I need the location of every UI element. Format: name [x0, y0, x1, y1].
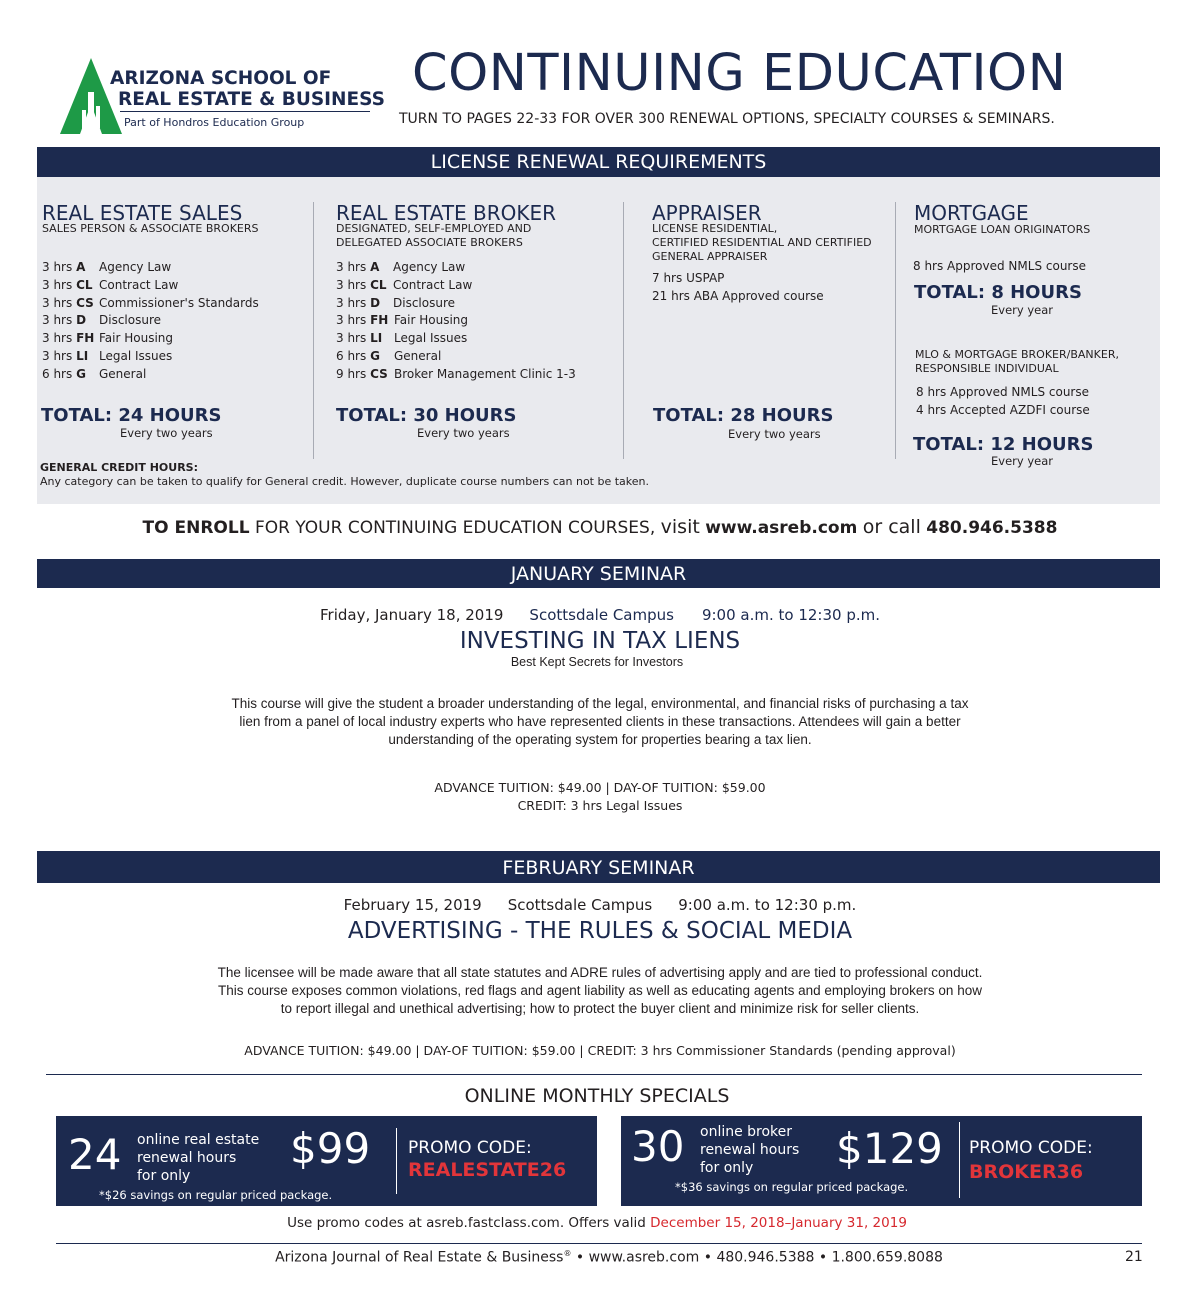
- appraiser-rows: [652, 271, 882, 307]
- course-row: 3 hrs D Disclosure: [42, 313, 162, 328]
- january-tuition: ADVANCE TUITION: $49.00 | DAY-OF TUITION: $59.00: [434, 780, 766, 795]
- mortgage-course-2: 8 hrs Approved NMLS course: [916, 385, 1089, 399]
- january-credit: CREDIT: 3 hrs Legal Issues: [517, 798, 683, 813]
- appraiser-total: TOTAL: 28 HOURS: [653, 405, 834, 426]
- course-row: 3 hrs CL Contract Law: [336, 277, 473, 292]
- special-hours-number: 30: [631, 1122, 685, 1171]
- enroll-line: TO ENROLL FOR YOUR CONTINUING EDUCATION COURSES, visit www.asreb.com or call 480.946.5388: [142, 516, 1058, 538]
- logo-line2: REAL ESTATE & BUSINESS: [118, 89, 385, 110]
- february-time: 9:00 a.m. to 12:30 p.m.: [678, 896, 857, 914]
- january-info: [0, 606, 1200, 624]
- broker-heading: REAL ESTATE BROKER: [336, 201, 557, 225]
- course-row: 6 hrs G General: [336, 348, 442, 363]
- mortgage-frequency-2: Every year: [991, 454, 1053, 468]
- course-row: 3 hrs CS Commissioner's Standards: [42, 295, 259, 310]
- january-subtitle: Best Kept Secrets for Investors: [510, 655, 684, 669]
- promo-label: PROMO CODE:: [969, 1138, 1093, 1158]
- appraiser-heading: APPRAISER: [652, 201, 762, 225]
- page-subtitle: TURN TO PAGES 22-33 FOR OVER 300 RENEWAL OPTIONS, SPECIALTY COURSES & SEMINARS.: [399, 111, 1055, 127]
- mortgage-subheading: MORTGAGE LOAN ORIGINATORS: [914, 223, 1091, 236]
- enroll-website-link[interactable]: www.asreb.com: [705, 518, 858, 538]
- special-savings: *$26 savings on regular priced package.: [99, 1188, 333, 1202]
- sales-frequency: Every two years: [120, 426, 213, 440]
- school-logo: [58, 56, 385, 136]
- mortgage-subheading-2b: RESPONSIBLE INDIVIDUAL: [915, 362, 1059, 375]
- enroll-phone[interactable]: 480.946.5388: [926, 518, 1058, 538]
- promo-divider: [959, 1122, 960, 1198]
- mortgage-total-1: TOTAL: 8 HOURS: [914, 282, 1082, 303]
- column-divider: [895, 202, 896, 459]
- course-row: 3 hrs LI Legal Issues: [42, 348, 173, 363]
- mortgage-course-1: 8 hrs Approved NMLS course: [913, 259, 1086, 273]
- february-description: The licensee will be made aware that all state statutes and ADRE rules of advertising apply and are tied to professional conduct. This course exposes common violations, red flags and agent liability as well as educating agents and employing brokers on how to report illegal and unethical advertising; how to protect the buyer client and minimize risk for seller clients.: [217, 965, 983, 1016]
- course-row: 9 hrs CS Broker Management Clinic 1-3: [336, 366, 576, 381]
- special-description: online real estate renewal hours for only: [137, 1132, 260, 1184]
- general-credit-title: GENERAL CREDIT HOURS:: [40, 461, 198, 474]
- january-time: 9:00 a.m. to 12:30 p.m.: [701, 606, 881, 624]
- appraiser-frequency: Every two years: [728, 427, 821, 441]
- course-row: 3 hrs FH Fair Housing: [42, 331, 174, 346]
- february-tuition: ADVANCE TUITION: $49.00 | DAY-OF TUITION: $59.00 | CREDIT: 3 hrs Commissioner Standards (pending approval): [244, 1043, 956, 1058]
- offer-dates: December 15, 2018–January 31, 2019: [650, 1215, 907, 1231]
- course-row: 6 hrs G General: [42, 366, 147, 381]
- course-row: 3 hrs CL Contract Law: [42, 277, 179, 292]
- february-date: February 15, 2019: [343, 896, 482, 914]
- sales-heading: REAL ESTATE SALES: [42, 201, 243, 225]
- promo-code-broker[interactable]: BROKER36: [969, 1161, 1084, 1183]
- course-row: 3 hrs A Agency Law: [42, 260, 172, 274]
- general-credit-text: Any category can be taken to qualify for General credit. However, duplicate course numbers can not be taken.: [40, 475, 650, 488]
- appraiser-subheading-3: GENERAL APPRAISER: [652, 250, 768, 263]
- special-description: online broker renewal hours for only: [700, 1124, 800, 1176]
- column-divider: [623, 202, 624, 459]
- broker-subheading-2: DELEGATED ASSOCIATE BROKERS: [336, 236, 523, 249]
- special-price: $129: [836, 1124, 943, 1173]
- promo-label: PROMO CODE:: [408, 1138, 532, 1158]
- broker-frequency: Every two years: [417, 426, 510, 440]
- course-row: 3 hrs D Disclosure: [336, 295, 456, 310]
- logo-divider: [120, 111, 370, 112]
- mortgage-subheading-2a: MLO & MORTGAGE BROKER/BANKER,: [915, 348, 1119, 361]
- february-info: [0, 896, 1200, 914]
- promo-site-link[interactable]: asreb.fastclass.com.: [426, 1215, 565, 1231]
- appraiser-subheading-2: CERTIFIED RESIDENTIAL AND CERTIFIED: [652, 236, 872, 249]
- course-row: 7 hrs USPAP: [652, 271, 725, 285]
- mortgage-course-3: 4 hrs Accepted AZDFI course: [916, 403, 1090, 417]
- sales-total: TOTAL: 24 HOURS: [41, 405, 222, 426]
- sales-rows: [42, 260, 302, 385]
- january-bar-title: JANUARY SEMINAR: [510, 563, 687, 585]
- february-campus: Scottsdale Campus: [507, 896, 653, 914]
- renewal-bar-title: LICENSE RENEWAL REQUIREMENTS: [430, 151, 767, 173]
- february-bar-title: FEBRUARY SEMINAR: [502, 857, 695, 879]
- column-divider: [313, 202, 314, 459]
- special-savings: *$36 savings on regular priced package.: [675, 1180, 909, 1194]
- course-row: 21 hrs ABA Approved course: [652, 288, 824, 303]
- appraiser-subheading-1: LICENSE RESIDENTIAL,: [652, 222, 778, 235]
- course-row: 3 hrs LI Legal Issues: [336, 331, 468, 346]
- january-description: This course will give the student a broader understanding of the legal, environmental, and financial risks of purchasing a tax lien from a panel of local industry experts who have represented clients in these transactions. Attendees will gain a better understanding of the operating system for properties bearing a tax lien.: [231, 696, 969, 747]
- promo-divider: [396, 1128, 397, 1194]
- logo-line1: ARIZONA SCHOOL OF: [110, 68, 332, 89]
- february-title: ADVERTISING - THE RULES & SOCIAL MEDIA: [347, 918, 853, 944]
- sales-subheading: SALES PERSON & ASSOCIATE BROKERS: [42, 222, 259, 235]
- broker-subheading-1: DESIGNATED, SELF-EMPLOYED AND: [336, 222, 532, 235]
- broker-rows: [336, 260, 616, 385]
- mortgage-total-2: TOTAL: 12 HOURS: [913, 434, 1094, 455]
- page-title: CONTINUING EDUCATION: [412, 44, 1067, 103]
- specials-divider: [46, 1074, 1142, 1075]
- course-row: 3 hrs FH Fair Housing: [336, 313, 469, 328]
- january-campus: Scottsdale Campus: [529, 606, 674, 624]
- footer-divider: [56, 1243, 1142, 1244]
- january-title: INVESTING IN TAX LIENS: [459, 628, 741, 654]
- promo-code-realestate[interactable]: REALESTATE26: [408, 1159, 567, 1181]
- broker-total: TOTAL: 30 HOURS: [336, 405, 517, 426]
- special-box-broker[interactable]: [621, 1116, 1142, 1206]
- january-date: Friday, January 18, 2019: [319, 606, 504, 624]
- february-bar: [37, 851, 1160, 883]
- renewal-bar: [37, 147, 1160, 177]
- mortgage-heading: MORTGAGE: [914, 201, 1029, 225]
- logo-tagline: Part of Hondros Education Group: [124, 116, 305, 129]
- footer-text: Arizona Journal of Real Estate & Business® • www.asreb.com • 480.946.5388 • 1.800.659.8088: [275, 1249, 943, 1266]
- page-number: 21: [1125, 1249, 1143, 1265]
- specials-title: ONLINE MONTHLY SPECIALS: [464, 1085, 730, 1107]
- special-box-realestate[interactable]: [56, 1116, 597, 1206]
- course-row: 3 hrs A Agency Law: [336, 260, 466, 274]
- promo-note: Use promo codes at asreb.fastclass.com. Offers valid December 15, 2018–January 31, 2019: [287, 1215, 907, 1231]
- special-hours-number: 24: [68, 1130, 122, 1179]
- special-price: $99: [290, 1124, 371, 1173]
- january-bar: [37, 559, 1160, 588]
- mortgage-frequency-1: Every year: [991, 303, 1053, 317]
